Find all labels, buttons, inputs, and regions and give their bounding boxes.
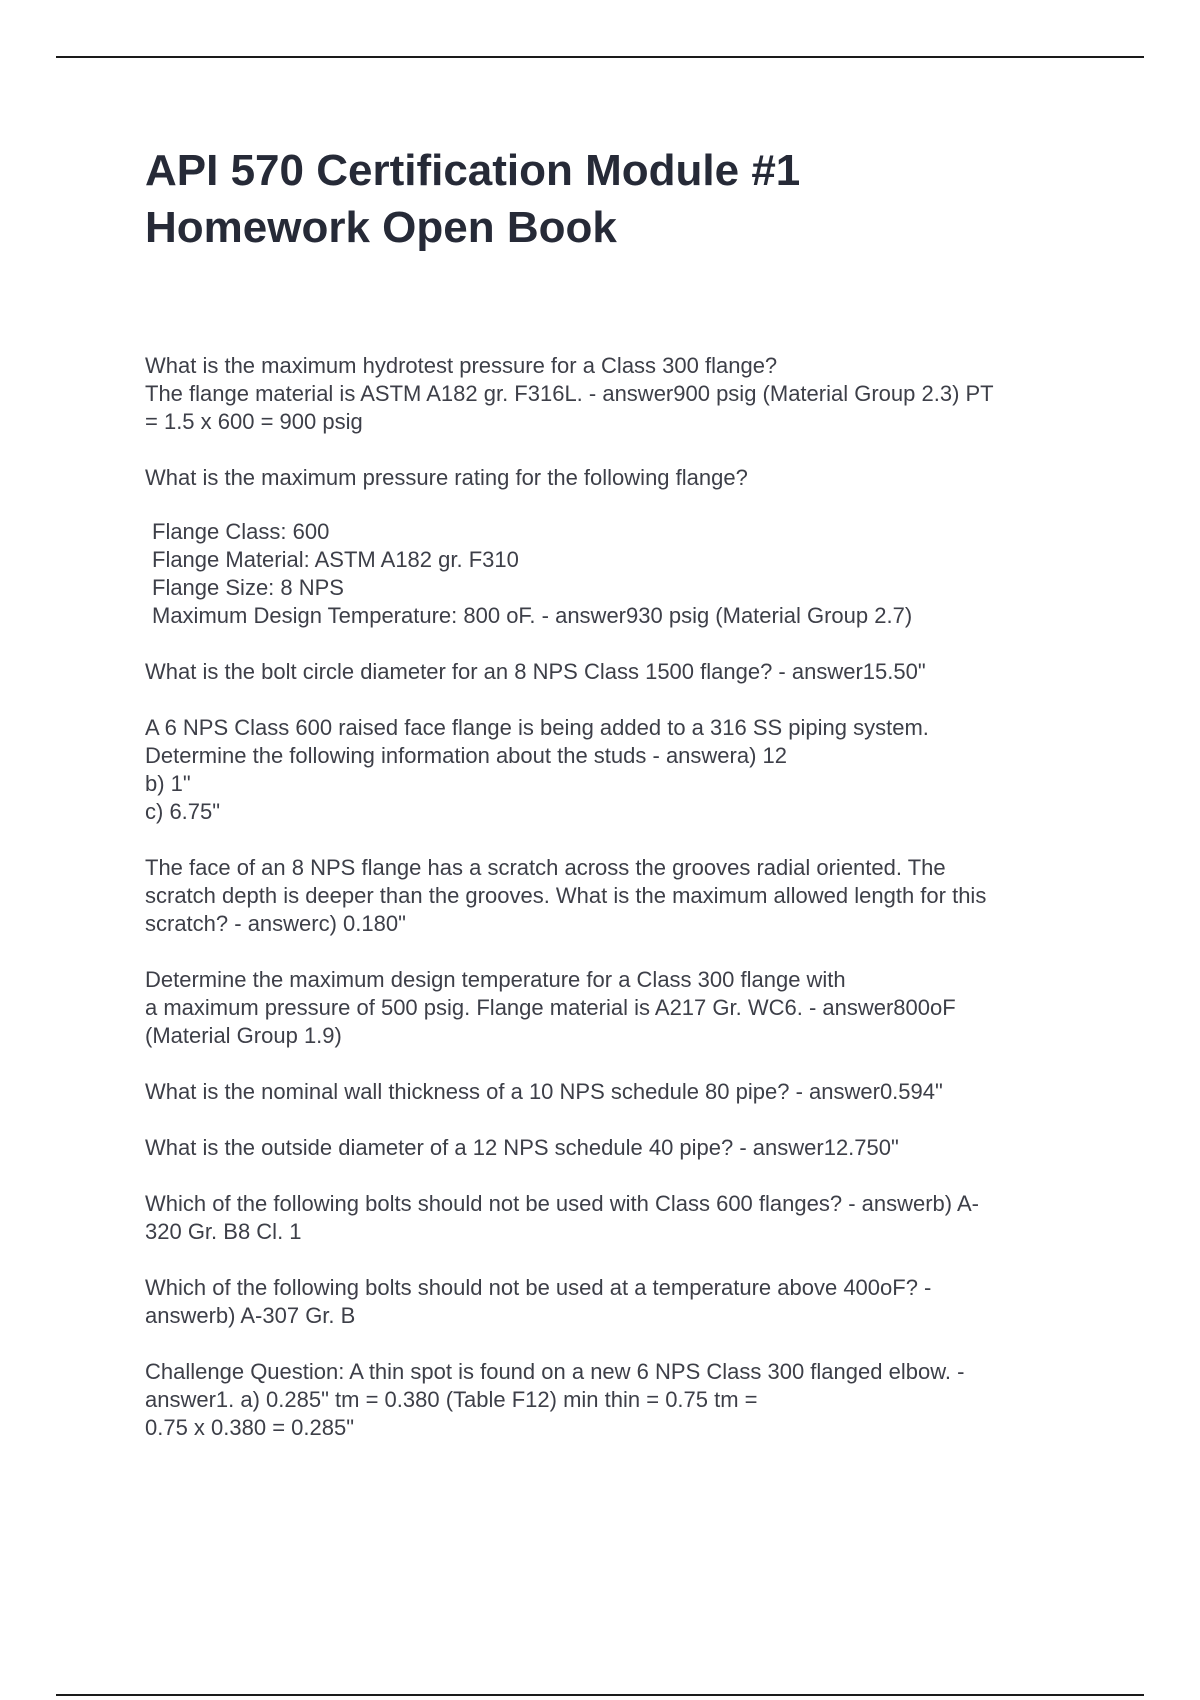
qa-item: What is the maximum hydrotest pressure for a Class 300 flange? The flange material is ASTM A182 gr. F316L. - answer900 psig (Material Group 2.3) PT = 1.5 x 600 = 900 psig	[145, 353, 994, 434]
document-title	[145, 142, 1085, 256]
qa-item: What is the outside diameter of a 12 NPS schedule 40 pipe? - answer12.750"	[145, 1135, 899, 1160]
qa-item: A 6 NPS Class 600 raised face flange is being added to a 316 SS piping system. Determine the following information about the studs - answera) 12 b) 1" c) 6.75"	[145, 715, 929, 824]
qa-list	[145, 352, 1085, 1442]
qa-item: Which of the following bolts should not be used with Class 600 flanges? - answerb) A- 320 Gr. B8 Cl. 1	[145, 1191, 980, 1244]
title-line-2: Homework Open Book	[145, 203, 617, 252]
qa-item: The face of an 8 NPS flange has a scratch across the grooves radial oriented. The scratch depth is deeper than the grooves. What is the maximum allowed length for this scratch? - answerc) 0.180"	[145, 855, 987, 936]
qa-item: What is the maximum pressure rating for the following flange?	[145, 465, 748, 490]
qa-item: Challenge Question: A thin spot is found on a new 6 NPS Class 300 flanged elbow. - answer1. a) 0.285" tm = 0.380 (Table F12) min thin = 0.75 tm = 0.75 x 0.380 = 0.285"	[145, 1359, 965, 1440]
bottom-rule	[56, 1694, 1144, 1696]
document-body	[145, 142, 1085, 1442]
qa-item: What is the bolt circle diameter for an 8 NPS Class 1500 flange? - answer15.50"	[145, 659, 926, 684]
qa-item: Determine the maximum design temperature for a Class 300 flange with a maximum pressure of 500 psig. Flange material is A217 Gr. WC6. - answer800oF (Material Group 1.9)	[145, 967, 956, 1048]
title-line-1: API 570 Certification Module #1	[145, 146, 801, 195]
qa-item	[145, 518, 1085, 630]
flange-spec-block: Flange Class: 600 Flange Material: ASTM A182 gr. F310 Flange Size: 8 NPS Maximum Design Temperature: 800 oF. - answer930 psig (Material Group 2.7)	[152, 519, 913, 628]
top-rule	[56, 56, 1144, 58]
qa-item: What is the nominal wall thickness of a 10 NPS schedule 80 pipe? - answer0.594"	[145, 1079, 943, 1104]
qa-item: Which of the following bolts should not be used at a temperature above 400oF? - answerb) A-307 Gr. B	[145, 1275, 932, 1328]
